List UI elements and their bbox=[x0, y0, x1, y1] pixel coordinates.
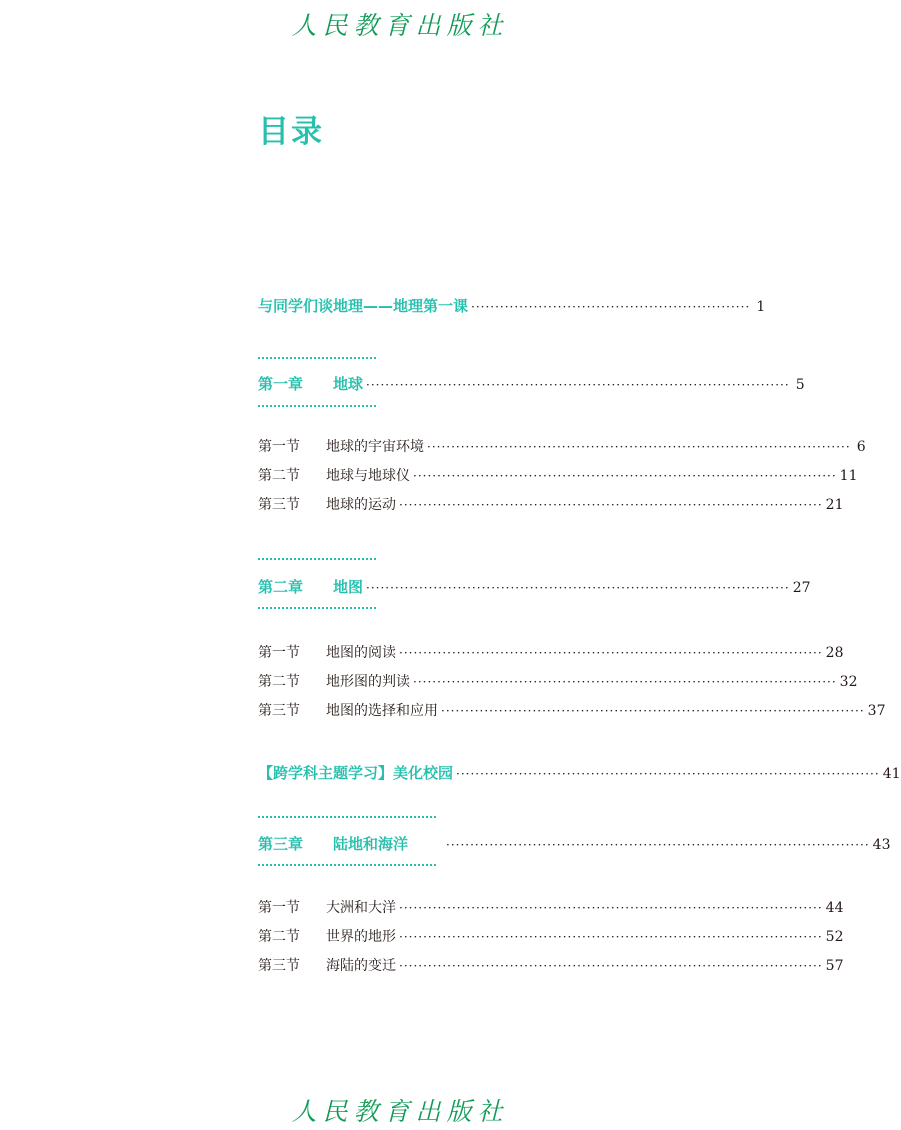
section-title: 地形图的判读 bbox=[326, 674, 410, 690]
section-title: 地球与地球仪 bbox=[326, 468, 410, 484]
section-title: 地图的阅读 bbox=[326, 645, 396, 661]
section-title: 地球的宇宙环境 bbox=[326, 439, 424, 455]
toc-entry-chapter-2[interactable] bbox=[258, 576, 811, 597]
toc-entry-section[interactable] bbox=[258, 897, 844, 917]
section-title: 世界的地形 bbox=[326, 929, 396, 945]
dot-leader: ························································································ bbox=[399, 930, 823, 944]
page-number: 52 bbox=[825, 929, 844, 945]
page-number: 6 bbox=[856, 439, 866, 455]
dot-leader: ························································································ bbox=[366, 581, 790, 595]
toc-entry-section[interactable] bbox=[258, 700, 886, 720]
chapter-divider-bottom bbox=[258, 405, 376, 407]
chapter-divider-top bbox=[258, 558, 376, 560]
section-title: 大洲和大洋 bbox=[326, 900, 396, 916]
section-title: 海陆的变迁 bbox=[326, 958, 396, 974]
chapter-number: 第二章 bbox=[258, 578, 304, 596]
page-number: 1 bbox=[756, 299, 766, 315]
section-number: 第一节 bbox=[258, 645, 300, 661]
section-number: 第一节 bbox=[258, 900, 300, 916]
toc-entry-section[interactable] bbox=[258, 671, 858, 691]
toc-entry-section[interactable] bbox=[258, 926, 844, 946]
section-number: 第三节 bbox=[258, 958, 300, 974]
section-number: 第二节 bbox=[258, 929, 300, 945]
page-number: 32 bbox=[839, 674, 858, 690]
publisher-logo-top: 人民教育出版社 bbox=[291, 11, 509, 40]
dot-leader: ························································································ bbox=[441, 704, 865, 718]
toc-entry-section[interactable] bbox=[258, 955, 844, 975]
chapter-divider-bottom bbox=[258, 607, 376, 609]
toc-entry-chapter-3[interactable] bbox=[258, 833, 891, 854]
page-number: 27 bbox=[792, 580, 811, 596]
toc-entry-section[interactable] bbox=[258, 465, 858, 485]
chapter-title: 陆地和海洋 bbox=[333, 835, 409, 853]
chapter-divider-bottom bbox=[258, 864, 436, 866]
section-number: 第二节 bbox=[258, 468, 300, 484]
section-number: 第三节 bbox=[258, 497, 300, 513]
section-number: 第三节 bbox=[258, 703, 300, 719]
toc-entry-intro[interactable] bbox=[258, 295, 766, 316]
page-number: 5 bbox=[795, 377, 805, 393]
page-number: 37 bbox=[867, 703, 886, 719]
dot-leader: ·························································· bbox=[471, 300, 751, 314]
page-number: 44 bbox=[825, 900, 844, 916]
page-title: 目录 bbox=[258, 114, 324, 150]
toc-entry-cross-disciplinary[interactable] bbox=[258, 762, 901, 783]
toc-entry-section[interactable] bbox=[258, 494, 844, 514]
dot-leader: ························································································ bbox=[413, 469, 837, 483]
page-number: 41 bbox=[882, 766, 901, 782]
dot-leader: ························································································ bbox=[366, 378, 790, 392]
section-title: 地图的选择和应用 bbox=[326, 703, 438, 719]
chapter-number: 第一章 bbox=[258, 375, 304, 393]
chapter-title: 地图 bbox=[333, 578, 364, 596]
intro-label: 与同学们谈地理——地理第一课 bbox=[258, 297, 469, 315]
section-number: 第一节 bbox=[258, 439, 300, 455]
toc-entry-section[interactable] bbox=[258, 642, 844, 662]
section-title: 地球的运动 bbox=[326, 497, 396, 513]
dot-leader: ························································································ bbox=[399, 646, 823, 660]
dot-leader: ························································································ bbox=[399, 959, 823, 973]
special-label: 【跨学科主题学习】美化校园 bbox=[258, 764, 454, 782]
publisher-logo-bottom: 人民教育出版社 bbox=[291, 1097, 509, 1126]
page-number: 57 bbox=[825, 958, 844, 974]
dot-leader: ························································································ bbox=[427, 440, 851, 454]
chapter-title: 地球 bbox=[333, 375, 364, 393]
page-number: 21 bbox=[825, 497, 844, 513]
toc-entry-section[interactable] bbox=[258, 436, 866, 456]
chapter-divider-top bbox=[258, 816, 436, 818]
chapter-number: 第三章 bbox=[258, 835, 304, 853]
page-number: 43 bbox=[872, 837, 891, 853]
dot-leader: ························································································ bbox=[413, 675, 837, 689]
dot-leader: ························································································ bbox=[399, 901, 823, 915]
page-number: 28 bbox=[825, 645, 844, 661]
dot-leader: ························································································ bbox=[456, 767, 880, 781]
dot-leader: ························································································ bbox=[446, 838, 870, 852]
page-number: 11 bbox=[839, 468, 858, 484]
toc-entry-chapter-1[interactable] bbox=[258, 373, 805, 394]
section-number: 第二节 bbox=[258, 674, 300, 690]
chapter-divider-top bbox=[258, 357, 376, 359]
dot-leader: ························································································ bbox=[399, 498, 823, 512]
